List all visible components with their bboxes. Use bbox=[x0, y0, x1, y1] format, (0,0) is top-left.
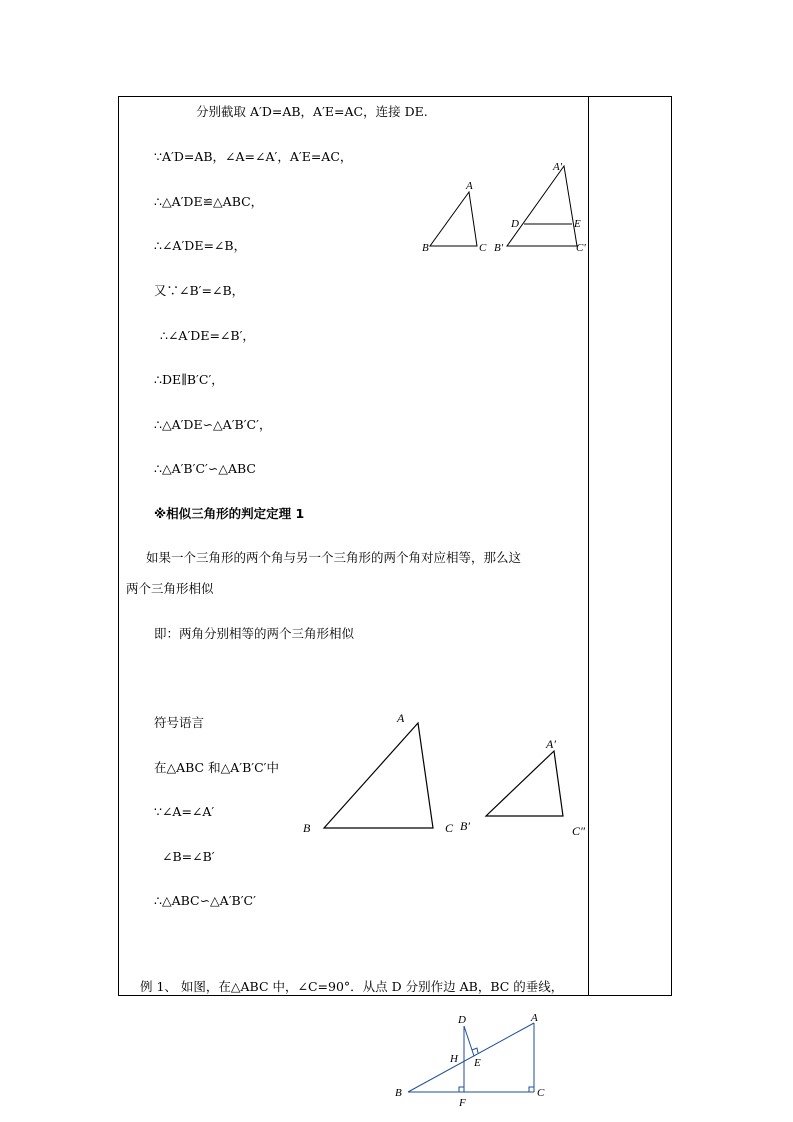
label-c-double-prime: C″ bbox=[572, 824, 586, 838]
theorem-heading: ※相似三角形的判定定理 1 bbox=[154, 506, 305, 521]
theorem-statement-line-1: 如果一个三角形的两个角与另一个三角形的两个角对应相等，那么这 bbox=[146, 550, 522, 565]
label-d: D bbox=[458, 1014, 466, 1026]
proof-line-9: ∴△A′B′C′∽△ABC bbox=[154, 461, 256, 476]
proof-line-5: 又∵∠B′=∠B， bbox=[154, 283, 245, 298]
theorem-short-form: 即：两角分别相等的两个三角形相似 bbox=[154, 626, 355, 641]
label-b-prime: B′ bbox=[460, 819, 470, 833]
label-c: C bbox=[537, 1087, 545, 1099]
label-e: E bbox=[474, 1057, 481, 1069]
example-1-figure bbox=[388, 1008, 558, 1114]
proof-line-6: ∴∠A′DE=∠B′， bbox=[160, 328, 255, 343]
label-b-prime: B' bbox=[494, 242, 504, 254]
label-a: A bbox=[531, 1012, 538, 1024]
right-angle-mark-c bbox=[529, 1087, 534, 1092]
proof-line-3: ∴△A′DE≌△ABC， bbox=[154, 194, 264, 209]
label-e: E bbox=[574, 218, 581, 230]
label-c: C bbox=[479, 242, 487, 254]
symbolic-line-4: ∴△ABC∽△A′B′C′ bbox=[154, 893, 256, 908]
symbolic-line-3: ∠B=∠B′ bbox=[162, 849, 215, 864]
triangle-a-prime-b-prime-c-prime bbox=[507, 166, 577, 246]
small-triangle-a-prime-b-prime-c-prime bbox=[486, 751, 563, 816]
theorem-statement-line-2: 两个三角形相似 bbox=[126, 581, 214, 596]
proof-line-8: ∴△A′DE∽△A′B′C′， bbox=[154, 417, 272, 432]
symbolic-title: 符号语言 bbox=[154, 715, 205, 730]
label-a-prime: A' bbox=[553, 161, 563, 173]
label-c-prime: C' bbox=[576, 242, 586, 254]
label-a: A bbox=[466, 180, 473, 192]
large-triangle-abc-figure bbox=[298, 708, 464, 838]
proof-line-2: ∵A′D=AB，∠A=∠A′，A′E=AC， bbox=[154, 149, 353, 164]
label-b: B bbox=[422, 242, 429, 254]
triangle-a-prime-de-figure bbox=[492, 156, 592, 258]
proof-line-7: ∴DE∥B′C′， bbox=[154, 372, 224, 387]
example-text: 例 1、 如图，在△ABC 中，∠C=90°．从点 D 分别作边 AB，BC 的垂线， bbox=[140, 979, 564, 994]
triangle-abc-figure bbox=[420, 176, 490, 256]
segment-de bbox=[464, 1026, 474, 1056]
label-h: H bbox=[450, 1053, 458, 1065]
triangle-abc bbox=[430, 192, 477, 246]
label-a: A bbox=[397, 711, 405, 725]
right-angle-mark-f bbox=[459, 1087, 464, 1092]
proof-line-1: 分别截取 A′D=AB，A′E=AC，连接 DE. bbox=[196, 104, 428, 119]
label-c: C bbox=[445, 821, 454, 835]
symbolic-line-1: 在△ABC 和△A′B′C′中 bbox=[154, 760, 280, 775]
symbolic-line-2: ∵∠A=∠A′ bbox=[154, 804, 215, 819]
small-triangle-a-prime-figure bbox=[458, 734, 592, 842]
label-a-prime: A′ bbox=[546, 737, 556, 751]
large-triangle-abc bbox=[324, 723, 433, 828]
proof-line-4: ∴∠A′DE=∠B， bbox=[154, 238, 247, 253]
segment-ba bbox=[408, 1023, 534, 1092]
label-d: D bbox=[511, 218, 519, 230]
label-b: B bbox=[303, 821, 311, 835]
label-b: B bbox=[395, 1087, 402, 1099]
label-f: F bbox=[459, 1097, 466, 1109]
